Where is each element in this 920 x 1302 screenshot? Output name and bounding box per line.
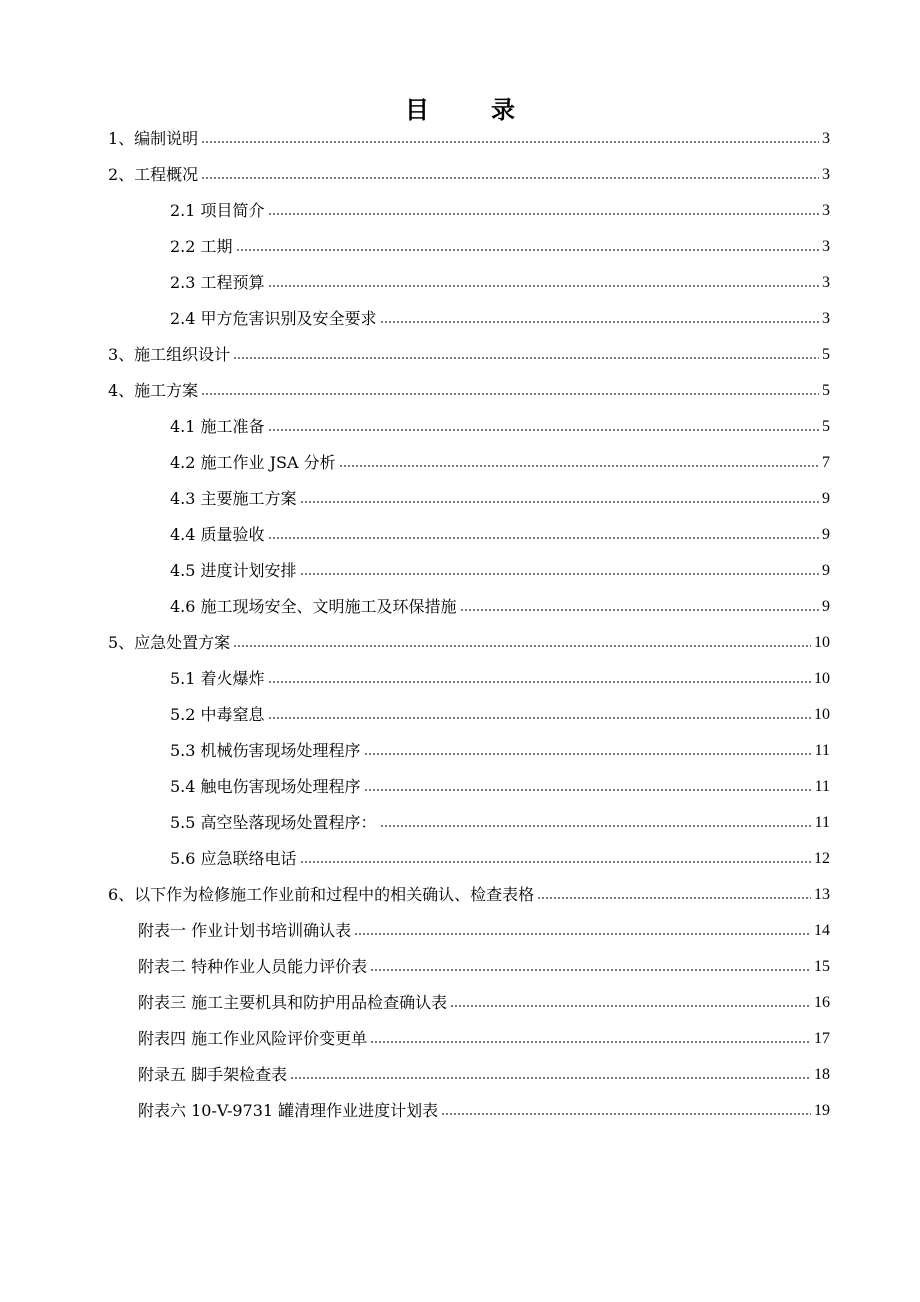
toc-page-number: 12 [814,850,830,867]
toc-entry-5-3[interactable] [170,733,830,769]
toc-entry-4[interactable] [108,373,830,409]
toc-entry-label: 2.4 甲方危害识别及安全要求 [170,309,377,328]
toc-entry-label: 3、施工组织设计 [108,345,231,364]
toc-leader-dots [364,789,812,791]
toc-entry-2-1[interactable] [170,193,830,229]
toc-entry-4-3[interactable] [170,481,830,517]
toc-page-number: 17 [814,1030,830,1047]
toc-entry-label: 2.3 工程预算 [170,273,265,292]
toc-entry-label: 2.2 工期 [170,237,233,256]
toc-title [0,90,920,125]
toc-entry-label: 6、以下作为检修施工作业前和过程中的相关确认、检查表格 [108,885,535,904]
toc-page-number: 14 [814,922,830,939]
toc-entry-2-2[interactable] [170,229,830,265]
toc-entry-5-2[interactable] [170,697,830,733]
toc-leader-dots [370,969,811,971]
toc-page-number: 18 [814,1066,830,1083]
toc-page-number: 13 [814,886,830,903]
toc-page-number: 3 [822,238,830,255]
toc-entry-label: 2.1 项目简介 [170,201,265,220]
toc-leader-dots [233,645,811,647]
toc-leader-dots [300,573,819,575]
toc-entry-label: 附表三 施工主要机具和防护用品检查确认表 [138,993,448,1012]
toc-page-number: 9 [822,526,830,543]
toc-leader-dots [460,609,819,611]
toc-leader-dots [201,141,819,143]
toc-entry-6[interactable] [108,877,830,913]
toc-page-number: 9 [822,562,830,579]
toc-entry-label: 4.6 施工现场安全、文明施工及环保措施 [170,597,457,616]
toc-page-number: 16 [814,994,830,1011]
toc-page-number: 3 [822,130,830,147]
toc-entry-label: 4.1 施工准备 [170,417,265,436]
toc-entry-5[interactable] [108,625,830,661]
toc-entry-appendix-5[interactable] [138,1057,830,1093]
toc-leader-dots [300,861,811,863]
toc-entry-label: 2、工程概况 [108,165,199,184]
toc-entry-label: 5.2 中毒窒息 [170,705,265,724]
toc-entry-appendix-2[interactable] [138,949,830,985]
toc-page-number: 5 [822,346,830,363]
toc-entry-label: 4.2 施工作业 JSA 分析 [170,453,336,472]
toc-page-number: 19 [814,1102,830,1119]
toc-entry-label: 4.4 质量验收 [170,525,265,544]
toc-page-number: 3 [822,166,830,183]
toc-entry-label: 5.6 应急联络电话 [170,849,297,868]
toc-leader-dots [450,1005,811,1007]
toc-page-number: 10 [814,670,830,687]
toc-entry-label: 附录五 脚手架检查表 [138,1065,288,1084]
toc-leader-dots [537,897,811,899]
toc-entry-label: 5.3 机械伤害现场处理程序 [170,741,361,760]
toc-page-number: 3 [822,274,830,291]
toc-entry-label: 5.1 着火爆炸 [170,669,265,688]
toc-leader-dots [201,393,819,395]
toc-entry-4-4[interactable] [170,517,830,553]
toc-page-number: 5 [822,418,830,435]
toc-page-number: 15 [814,958,830,975]
toc-leader-dots [380,825,812,827]
toc-leader-dots [339,465,819,467]
toc-leader-dots [370,1041,811,1043]
toc-leader-dots [236,249,819,251]
toc-page-number: 7 [822,454,830,471]
toc-leader-dots [201,177,819,179]
toc-leader-dots [354,933,811,935]
toc-entry-5-6[interactable] [170,841,830,877]
toc-leader-dots [441,1113,811,1115]
toc-entry-4-1[interactable] [170,409,830,445]
toc-entry-4-6[interactable] [170,589,830,625]
toc-entry-label: 4.5 进度计划安排 [170,561,297,580]
toc-leader-dots [364,753,812,755]
toc-leader-dots [290,1077,811,1079]
toc-entry-2[interactable] [108,157,830,193]
toc-entry-label: 附表一 作业计划书培训确认表 [138,921,352,940]
toc-title-char-2: 录 [491,96,515,124]
toc-entry-label: 5、应急处置方案 [108,633,231,652]
toc-entry-label: 5.5 高空坠落现场处置程序： [170,813,377,832]
toc-page-number: 10 [814,634,830,651]
toc-page-number: 5 [822,382,830,399]
toc-entry-5-1[interactable] [170,661,830,697]
toc-leader-dots [268,285,819,287]
toc-page-number: 11 [814,778,830,795]
toc-entry-2-4[interactable] [170,301,830,337]
toc-entry-appendix-4[interactable] [138,1021,830,1057]
toc-entry-label: 附表二 特种作业人员能力评价表 [138,957,368,976]
toc-leader-dots [380,321,819,323]
toc-entry-label: 4.3 主要施工方案 [170,489,297,508]
toc-entry-label: 附表六 10-V-9731 罐清理作业进度计划表 [138,1101,439,1120]
toc-entry-appendix-1[interactable] [138,913,830,949]
toc-leader-dots [268,537,819,539]
toc-entry-appendix-6[interactable] [138,1093,830,1129]
toc-entry-3[interactable] [108,337,830,373]
toc-page-number: 3 [822,310,830,327]
toc-leader-dots [268,717,811,719]
toc-leader-dots [268,429,819,431]
toc-leader-dots [300,501,819,503]
toc-entry-1[interactable] [108,121,830,157]
toc-page-number: 11 [814,814,830,831]
toc-page-number: 11 [814,742,830,759]
toc-page-number: 10 [814,706,830,723]
toc-entry-appendix-3[interactable] [138,985,830,1021]
toc-page-number: 9 [822,490,830,507]
toc-page-number: 3 [822,202,830,219]
toc-entry-2-3[interactable] [170,265,830,301]
toc-entry-label: 5.4 触电伤害现场处理程序 [170,777,361,796]
toc-title-char-1: 目 [405,96,429,124]
toc-entry-4-2[interactable] [170,445,830,481]
toc-leader-dots [268,213,819,215]
toc-entry-5-4[interactable] [170,769,830,805]
toc-entry-label: 附表四 施工作业风险评价变更单 [138,1029,368,1048]
toc-leader-dots [233,357,819,359]
toc-entry-label: 4、施工方案 [108,381,199,400]
toc-entry-label: 1、编制说明 [108,129,199,148]
toc-entry-4-5[interactable] [170,553,830,589]
toc-page-number: 9 [822,598,830,615]
toc-leader-dots [268,681,811,683]
toc-entry-5-5[interactable] [170,805,830,841]
